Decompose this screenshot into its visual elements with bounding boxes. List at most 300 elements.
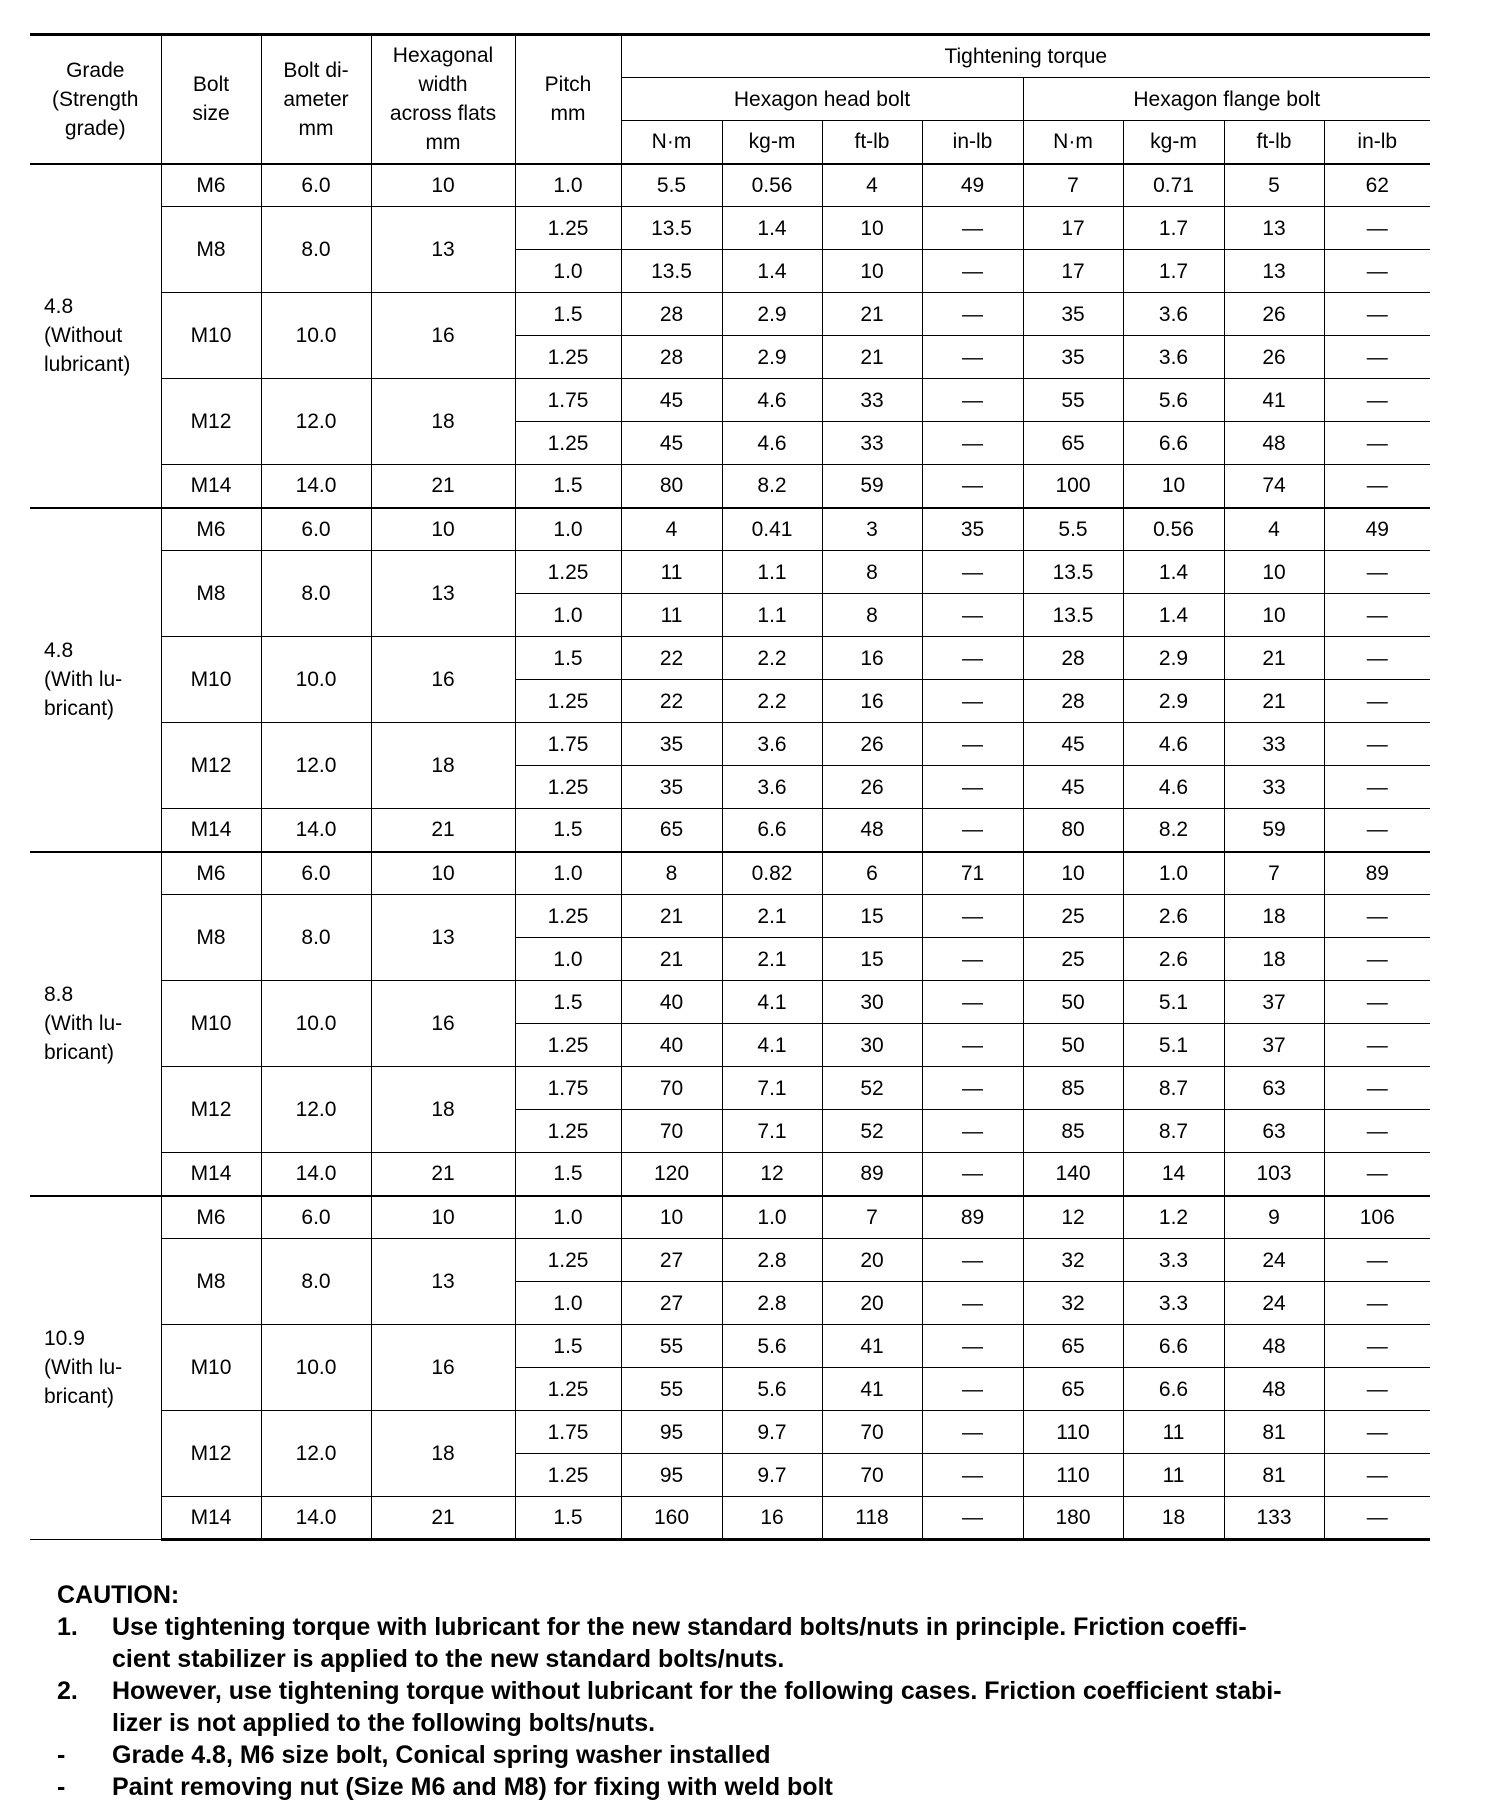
head-nm-cell: 11	[621, 551, 722, 594]
table-row	[30, 852, 1430, 895]
flange-kgm-cell: 4.6	[1123, 723, 1224, 766]
head-inlb-cell: —	[922, 1454, 1023, 1497]
grade-line: 10.9	[44, 1327, 85, 1351]
caution-item	[57, 1611, 1477, 1675]
grade-cell	[30, 164, 161, 508]
header-hex-width-line: across flats	[389, 102, 497, 126]
pitch-cell: 1.75	[515, 1411, 621, 1454]
head-inlb-cell: —	[922, 293, 1023, 336]
head-inlb-cell: 71	[922, 852, 1023, 895]
table-row	[30, 207, 1430, 250]
hex-width-cell: 16	[371, 293, 515, 379]
flange-ftlb-cell: 33	[1224, 766, 1324, 809]
flange-kgm-cell: 18	[1123, 1497, 1224, 1540]
flange-inlb-cell: —	[1324, 1282, 1430, 1325]
pitch-cell: 1.25	[515, 1368, 621, 1411]
flange-nm-cell: 17	[1023, 250, 1123, 293]
head-ftlb-cell: 21	[822, 336, 922, 379]
flange-nm-cell: 13.5	[1023, 551, 1123, 594]
flange-nm-cell: 65	[1023, 422, 1123, 465]
pitch-cell: 1.0	[515, 938, 621, 981]
flange-inlb-cell: —	[1324, 379, 1430, 422]
head-ftlb-cell: 33	[822, 379, 922, 422]
head-ftlb-cell: 118	[822, 1497, 922, 1540]
head-nm-cell: 40	[621, 981, 722, 1024]
flange-kgm-cell: 3.3	[1123, 1239, 1224, 1282]
grade-cell	[30, 508, 161, 852]
head-nm-cell: 13.5	[621, 250, 722, 293]
grade-line: 4.8	[44, 295, 74, 318]
hex-width-cell: 16	[371, 637, 515, 723]
caution-text-line: cient stabilizer is applied to the new standard bolts/nuts.	[112, 1645, 785, 1673]
flange-nm-cell: 28	[1023, 637, 1123, 680]
flange-inlb-cell: —	[1324, 1325, 1430, 1368]
header-pitch-line: Pitch	[544, 73, 592, 97]
flange-ftlb-cell: 41	[1224, 379, 1324, 422]
bolt-diameter-cell: 10.0	[261, 1325, 371, 1411]
head-ftlb-cell: 41	[822, 1325, 922, 1368]
header-hex-width-line: width	[418, 73, 468, 97]
head-ftlb-cell: 3	[822, 508, 922, 551]
flange-nm-cell: 35	[1023, 293, 1123, 336]
header-hex-width-line: Hexagonal	[392, 44, 494, 68]
flange-ftlb-cell: 33	[1224, 723, 1324, 766]
hex-width-cell: 21	[371, 1497, 515, 1540]
flange-kgm-cell: 1.4	[1123, 594, 1224, 637]
head-inlb-cell: —	[922, 1153, 1023, 1196]
pitch-cell: 1.25	[515, 1024, 621, 1067]
head-nm-cell: 22	[621, 637, 722, 680]
flange-kgm-cell: 10	[1123, 465, 1224, 508]
bolt-diameter-cell: 6.0	[261, 508, 371, 551]
unit-flange-ftlb: ft-lb	[1224, 121, 1324, 164]
header-grade-line: Grade	[66, 58, 125, 82]
flange-ftlb-cell: 10	[1224, 551, 1324, 594]
head-ftlb-cell: 8	[822, 551, 922, 594]
unit-flange-inlb: in-lb	[1324, 121, 1430, 164]
flange-inlb-cell: —	[1324, 1411, 1430, 1454]
flange-ftlb-cell: 48	[1224, 1368, 1324, 1411]
pitch-cell: 1.25	[515, 336, 621, 379]
head-ftlb-cell: 10	[822, 250, 922, 293]
pitch-cell: 1.75	[515, 723, 621, 766]
flange-ftlb-cell: 103	[1224, 1153, 1324, 1196]
flange-ftlb-cell: 26	[1224, 336, 1324, 379]
unit-head-nm: N·m	[621, 121, 722, 164]
bolt-size-cell: M14	[161, 809, 261, 852]
bolt-diameter-cell: 6.0	[261, 852, 371, 895]
bolt-size-cell: M10	[161, 293, 261, 379]
flange-nm-cell: 65	[1023, 1325, 1123, 1368]
flange-nm-cell: 110	[1023, 1411, 1123, 1454]
flange-kgm-cell: 1.7	[1123, 250, 1224, 293]
head-inlb-cell: —	[922, 250, 1023, 293]
head-ftlb-cell: 30	[822, 1024, 922, 1067]
bolt-size-cell: M6	[161, 1196, 261, 1239]
head-kgm-cell: 9.7	[722, 1454, 822, 1497]
flange-nm-cell: 7	[1023, 164, 1123, 207]
flange-ftlb-cell: 21	[1224, 637, 1324, 680]
flange-ftlb-cell: 13	[1224, 250, 1324, 293]
hex-width-cell: 21	[371, 465, 515, 508]
table-row	[30, 293, 1430, 336]
bolt-size-cell: M8	[161, 895, 261, 981]
caution-item-marker: 1.	[57, 1613, 78, 1641]
head-kgm-cell: 0.41	[722, 508, 822, 551]
flange-inlb-cell: —	[1324, 336, 1430, 379]
grade-cell	[30, 852, 161, 1196]
head-kgm-cell: 12	[722, 1153, 822, 1196]
header-bolt-diameter	[261, 35, 371, 164]
head-inlb-cell: —	[922, 379, 1023, 422]
flange-ftlb-cell: 81	[1224, 1454, 1324, 1497]
head-ftlb-cell: 70	[822, 1411, 922, 1454]
flange-ftlb-cell: 59	[1224, 809, 1324, 852]
flange-inlb-cell: —	[1324, 1497, 1430, 1540]
flange-nm-cell: 25	[1023, 938, 1123, 981]
table-row	[30, 1153, 1430, 1196]
flange-nm-cell: 50	[1023, 1024, 1123, 1067]
caution-section	[57, 1579, 1477, 1803]
unit-flange-nm: N·m	[1023, 121, 1123, 164]
head-inlb-cell: —	[922, 551, 1023, 594]
hex-width-cell: 21	[371, 809, 515, 852]
caution-title: CAUTION:	[57, 1581, 180, 1609]
pitch-cell: 1.0	[515, 594, 621, 637]
head-ftlb-cell: 89	[822, 1153, 922, 1196]
flange-inlb-cell: —	[1324, 422, 1430, 465]
pitch-cell: 1.75	[515, 1067, 621, 1110]
pitch-cell: 1.25	[515, 1110, 621, 1153]
head-kgm-cell: 2.1	[722, 895, 822, 938]
flange-inlb-cell: —	[1324, 809, 1430, 852]
flange-kgm-cell: 3.6	[1123, 336, 1224, 379]
head-ftlb-cell: 33	[822, 422, 922, 465]
caution-item	[57, 1739, 1477, 1771]
flange-kgm-cell: 1.2	[1123, 1196, 1224, 1239]
bolt-diameter-cell: 6.0	[261, 164, 371, 207]
head-ftlb-cell: 21	[822, 293, 922, 336]
flange-kgm-cell: 3.3	[1123, 1282, 1224, 1325]
bolt-size-cell: M6	[161, 164, 261, 207]
flange-kgm-cell: 2.6	[1123, 895, 1224, 938]
bolt-diameter-cell: 14.0	[261, 1497, 371, 1540]
head-ftlb-cell: 20	[822, 1282, 922, 1325]
head-inlb-cell: —	[922, 981, 1023, 1024]
flange-nm-cell: 10	[1023, 852, 1123, 895]
bolt-diameter-cell: 12.0	[261, 379, 371, 465]
hex-width-cell: 16	[371, 981, 515, 1067]
head-inlb-cell: —	[922, 1411, 1023, 1454]
table-row	[30, 1196, 1430, 1239]
flange-inlb-cell: 49	[1324, 508, 1430, 551]
pitch-cell: 1.5	[515, 809, 621, 852]
header-hex-width	[371, 35, 515, 164]
unit-head-ftlb: ft-lb	[822, 121, 922, 164]
flange-kgm-cell: 5.6	[1123, 379, 1224, 422]
head-kgm-cell: 2.9	[722, 293, 822, 336]
head-ftlb-cell: 15	[822, 895, 922, 938]
header-hex-head-bolt: Hexagon head bolt	[621, 78, 1023, 121]
head-kgm-cell: 2.8	[722, 1239, 822, 1282]
head-nm-cell: 5.5	[621, 164, 722, 207]
head-inlb-cell: —	[922, 766, 1023, 809]
head-kgm-cell: 2.2	[722, 637, 822, 680]
pitch-cell: 1.5	[515, 1325, 621, 1368]
bolt-diameter-cell: 14.0	[261, 1153, 371, 1196]
head-inlb-cell: 35	[922, 508, 1023, 551]
header-grade	[30, 35, 161, 164]
head-nm-cell: 70	[621, 1067, 722, 1110]
flange-inlb-cell: 106	[1324, 1196, 1430, 1239]
pitch-cell: 1.0	[515, 164, 621, 207]
flange-ftlb-cell: 5	[1224, 164, 1324, 207]
head-nm-cell: 21	[621, 938, 722, 981]
grade-line: (With lu-	[44, 1356, 123, 1380]
flange-kgm-cell: 14	[1123, 1153, 1224, 1196]
pitch-cell: 1.5	[515, 1497, 621, 1540]
bolt-diameter-cell: 14.0	[261, 809, 371, 852]
flange-kgm-cell: 6.6	[1123, 1368, 1224, 1411]
flange-inlb-cell: 62	[1324, 164, 1430, 207]
pitch-cell: 1.5	[515, 1153, 621, 1196]
flange-inlb-cell: —	[1324, 981, 1430, 1024]
caution-item-marker: -	[57, 1741, 66, 1769]
flange-kgm-cell: 1.0	[1123, 852, 1224, 895]
head-nm-cell: 55	[621, 1368, 722, 1411]
bolt-size-cell: M12	[161, 379, 261, 465]
flange-inlb-cell: —	[1324, 1153, 1430, 1196]
flange-nm-cell: 17	[1023, 207, 1123, 250]
flange-kgm-cell: 1.4	[1123, 551, 1224, 594]
hex-width-cell: 10	[371, 852, 515, 895]
flange-kgm-cell: 1.7	[1123, 207, 1224, 250]
flange-nm-cell: 180	[1023, 1497, 1123, 1540]
pitch-cell: 1.25	[515, 766, 621, 809]
flange-ftlb-cell: 4	[1224, 508, 1324, 551]
flange-kgm-cell: 6.6	[1123, 1325, 1224, 1368]
flange-inlb-cell: —	[1324, 250, 1430, 293]
flange-inlb-cell: —	[1324, 680, 1430, 723]
hex-width-cell: 18	[371, 379, 515, 465]
head-nm-cell: 27	[621, 1239, 722, 1282]
table-row	[30, 637, 1430, 680]
header-bolt-size-line: size	[192, 102, 230, 126]
grade-line: (With lu-	[44, 668, 123, 691]
head-ftlb-cell: 26	[822, 766, 922, 809]
pitch-cell: 1.5	[515, 465, 621, 508]
flange-nm-cell: 32	[1023, 1282, 1123, 1325]
flange-kgm-cell: 5.1	[1123, 1024, 1224, 1067]
pitch-cell: 1.25	[515, 207, 621, 250]
flange-ftlb-cell: 18	[1224, 938, 1324, 981]
head-kgm-cell: 3.6	[722, 766, 822, 809]
head-kgm-cell: 2.1	[722, 938, 822, 981]
head-kgm-cell: 1.1	[722, 594, 822, 637]
header-grade-line: grade)	[64, 116, 126, 140]
flange-kgm-cell: 0.71	[1123, 164, 1224, 207]
flange-kgm-cell: 4.6	[1123, 766, 1224, 809]
head-inlb-cell: —	[922, 1497, 1023, 1540]
header-bolt-size	[161, 35, 261, 164]
head-inlb-cell: —	[922, 680, 1023, 723]
head-nm-cell: 4	[621, 508, 722, 551]
grade-line: bricant)	[44, 697, 115, 720]
pitch-cell: 1.5	[515, 981, 621, 1024]
flange-kgm-cell: 6.6	[1123, 422, 1224, 465]
head-inlb-cell: —	[922, 938, 1023, 981]
table-row	[30, 164, 1430, 207]
pitch-cell: 1.0	[515, 250, 621, 293]
head-kgm-cell: 2.8	[722, 1282, 822, 1325]
flange-inlb-cell: —	[1324, 293, 1430, 336]
hex-width-cell: 10	[371, 508, 515, 551]
flange-nm-cell: 45	[1023, 723, 1123, 766]
table-row	[30, 551, 1430, 594]
flange-nm-cell: 35	[1023, 336, 1123, 379]
head-ftlb-cell: 59	[822, 465, 922, 508]
header-grade-line: (Strength	[52, 87, 139, 111]
head-kgm-cell: 4.6	[722, 379, 822, 422]
head-kgm-cell: 3.6	[722, 723, 822, 766]
grade-line: (With lu-	[44, 1012, 123, 1035]
bolt-size-cell: M14	[161, 1497, 261, 1540]
flange-inlb-cell: —	[1324, 594, 1430, 637]
bolt-diameter-cell: 10.0	[261, 981, 371, 1067]
flange-nm-cell: 12	[1023, 1196, 1123, 1239]
head-ftlb-cell: 20	[822, 1239, 922, 1282]
head-inlb-cell: —	[922, 723, 1023, 766]
head-kgm-cell: 0.56	[722, 164, 822, 207]
head-kgm-cell: 9.7	[722, 1411, 822, 1454]
hex-width-cell: 13	[371, 895, 515, 981]
head-kgm-cell: 7.1	[722, 1067, 822, 1110]
header-pitch-line: mm	[550, 102, 586, 126]
bolt-diameter-cell: 12.0	[261, 1067, 371, 1153]
flange-nm-cell: 13.5	[1023, 594, 1123, 637]
head-inlb-cell: —	[922, 637, 1023, 680]
grade-line: (Without	[44, 324, 123, 347]
header-hex-flange-bolt: Hexagon flange bolt	[1023, 78, 1430, 121]
head-kgm-cell: 1.4	[722, 250, 822, 293]
hex-width-cell: 10	[371, 1196, 515, 1239]
flange-inlb-cell: —	[1324, 723, 1430, 766]
pitch-cell: 1.75	[515, 379, 621, 422]
head-ftlb-cell: 7	[822, 1196, 922, 1239]
caution-text-line: Grade 4.8, M6 size bolt, Conical spring washer installed	[112, 1741, 771, 1769]
head-kgm-cell: 2.9	[722, 336, 822, 379]
pitch-cell: 1.0	[515, 1196, 621, 1239]
caution-text-line: lizer is not applied to the following bolts/nuts.	[112, 1709, 656, 1737]
flange-ftlb-cell: 13	[1224, 207, 1324, 250]
flange-nm-cell: 5.5	[1023, 508, 1123, 551]
head-nm-cell: 28	[621, 293, 722, 336]
tightening-torque-table	[30, 33, 1430, 1541]
head-nm-cell: 13.5	[621, 207, 722, 250]
header-bolt-diameter-line: Bolt di-	[283, 58, 349, 82]
hex-width-cell: 16	[371, 1325, 515, 1411]
head-ftlb-cell: 70	[822, 1454, 922, 1497]
head-inlb-cell: —	[922, 1024, 1023, 1067]
flange-ftlb-cell: 10	[1224, 594, 1324, 637]
head-nm-cell: 11	[621, 594, 722, 637]
head-nm-cell: 55	[621, 1325, 722, 1368]
unit-head-kgm: kg-m	[722, 121, 822, 164]
caution-item	[57, 1771, 1477, 1803]
head-inlb-cell: —	[922, 207, 1023, 250]
torque-table-body	[30, 164, 1430, 1540]
table-row	[30, 1067, 1430, 1110]
flange-inlb-cell: —	[1324, 1454, 1430, 1497]
head-nm-cell: 35	[621, 723, 722, 766]
flange-ftlb-cell: 26	[1224, 293, 1324, 336]
head-nm-cell: 40	[621, 1024, 722, 1067]
head-kgm-cell: 4.1	[722, 981, 822, 1024]
caution-text-line: Paint removing nut (Size M6 and M8) for fixing with weld bolt	[112, 1773, 833, 1801]
head-kgm-cell: 4.1	[722, 1024, 822, 1067]
head-nm-cell: 45	[621, 422, 722, 465]
flange-ftlb-cell: 18	[1224, 895, 1324, 938]
head-kgm-cell: 1.4	[722, 207, 822, 250]
bolt-size-cell: M6	[161, 508, 261, 551]
table-row	[30, 1239, 1430, 1282]
caution-item-text	[112, 1611, 1477, 1675]
flange-ftlb-cell: 81	[1224, 1411, 1324, 1454]
flange-ftlb-cell: 63	[1224, 1110, 1324, 1153]
unit-head-inlb: in-lb	[922, 121, 1023, 164]
hex-width-cell: 21	[371, 1153, 515, 1196]
head-ftlb-cell: 6	[822, 852, 922, 895]
hex-width-cell: 18	[371, 1411, 515, 1497]
flange-kgm-cell: 2.6	[1123, 938, 1224, 981]
bolt-size-cell: M8	[161, 551, 261, 637]
flange-inlb-cell: —	[1324, 551, 1430, 594]
head-kgm-cell: 2.2	[722, 680, 822, 723]
flange-nm-cell: 140	[1023, 1153, 1123, 1196]
flange-kgm-cell: 3.6	[1123, 293, 1224, 336]
table-row	[30, 465, 1430, 508]
grade-line: 4.8	[44, 639, 74, 662]
hex-width-cell: 13	[371, 1239, 515, 1325]
flange-nm-cell: 80	[1023, 809, 1123, 852]
header-pitch	[515, 35, 621, 164]
flange-nm-cell: 100	[1023, 465, 1123, 508]
table-row	[30, 508, 1430, 551]
head-nm-cell: 160	[621, 1497, 722, 1540]
caution-text-line: However, use tightening torque without lubricant for the following cases. Friction coefficient stabi-	[112, 1677, 1282, 1705]
flange-nm-cell: 28	[1023, 680, 1123, 723]
flange-nm-cell: 55	[1023, 379, 1123, 422]
unit-flange-kgm: kg-m	[1123, 121, 1224, 164]
flange-inlb-cell: —	[1324, 766, 1430, 809]
grade-cell	[30, 1196, 161, 1540]
pitch-cell: 1.25	[515, 551, 621, 594]
head-inlb-cell: —	[922, 465, 1023, 508]
caution-item	[57, 1675, 1477, 1739]
head-inlb-cell: 89	[922, 1196, 1023, 1239]
pitch-cell: 1.25	[515, 422, 621, 465]
head-ftlb-cell: 26	[822, 723, 922, 766]
flange-inlb-cell: —	[1324, 938, 1430, 981]
head-inlb-cell: —	[922, 1368, 1023, 1411]
flange-ftlb-cell: 37	[1224, 1024, 1324, 1067]
bolt-diameter-cell: 10.0	[261, 637, 371, 723]
head-kgm-cell: 5.6	[722, 1325, 822, 1368]
head-ftlb-cell: 10	[822, 207, 922, 250]
head-inlb-cell: —	[922, 1110, 1023, 1153]
flange-kgm-cell: 2.9	[1123, 637, 1224, 680]
table-row	[30, 1411, 1430, 1454]
